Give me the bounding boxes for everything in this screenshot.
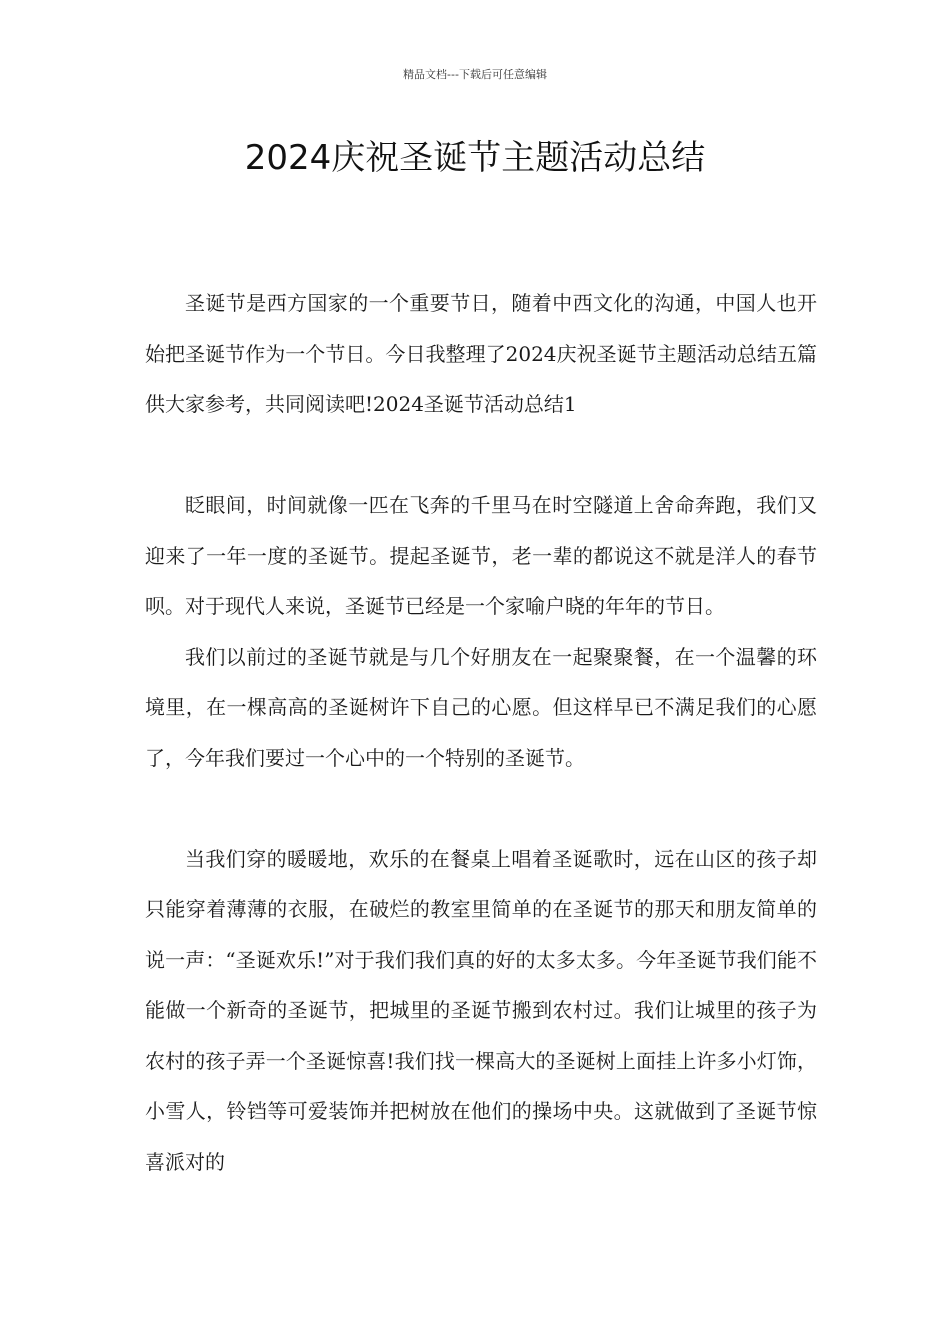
header-note: 精品文档---下载后可任意编辑 [403, 68, 547, 81]
paragraph-gap [145, 783, 817, 834]
paragraph: 我们以前过的圣诞节就是与几个好朋友在一起聚聚餐，在一个温馨的环境里，在一棵高高的圣诞树许下自己的心愿。但这样早已不满足我们的心愿了，今年我们要过一个心中的一个特别的圣诞节。 [145, 644, 817, 770]
paragraph: 当我们穿的暖暖地，欢乐的在餐桌上唱着圣诞歌时，远在山区的孩子却只能穿着薄薄的衣服，在破烂的教室里简单的在圣诞节的那天和朋友简单的说一声：“圣诞欢乐!”对于我们我们真的好的太多太多。今年圣诞节我们能不能做一个新奇的圣诞节，把城里的圣诞节搬到农村过。我们让城里的孩子为农村的孩子弄一个圣诞惊喜!我们找一棵高大的圣诞树上面挂上许多小灯饰，小雪人，铃铛等可爱装饰并把树放在他们的操场中央。这就做到了圣诞节惊喜派对的 [145, 846, 817, 1174]
paragraph-gap [145, 430, 817, 481]
document-body [145, 278, 817, 1187]
paragraph: 圣诞节是西方国家的一个重要节日，随着中西文化的沟通，中国人也开始把圣诞节作为一个节日。今日我整理了2024庆祝圣诞节主题活动总结五篇供大家参考，共同阅读吧!2024圣诞节活动总结1 [145, 291, 817, 416]
paragraph: 眨眼间，时间就像一匹在飞奔的千里马在时空隧道上舍命奔跑，我们又迎来了一年一度的圣诞节。提起圣诞节，老一辈的都说这不就是洋人的春节呗。对于现代人来说，圣诞节已经是一个家喻户晓的年年的节日。 [145, 493, 817, 618]
document-title: 2024庆祝圣诞节主题活动总结 [244, 138, 706, 178]
